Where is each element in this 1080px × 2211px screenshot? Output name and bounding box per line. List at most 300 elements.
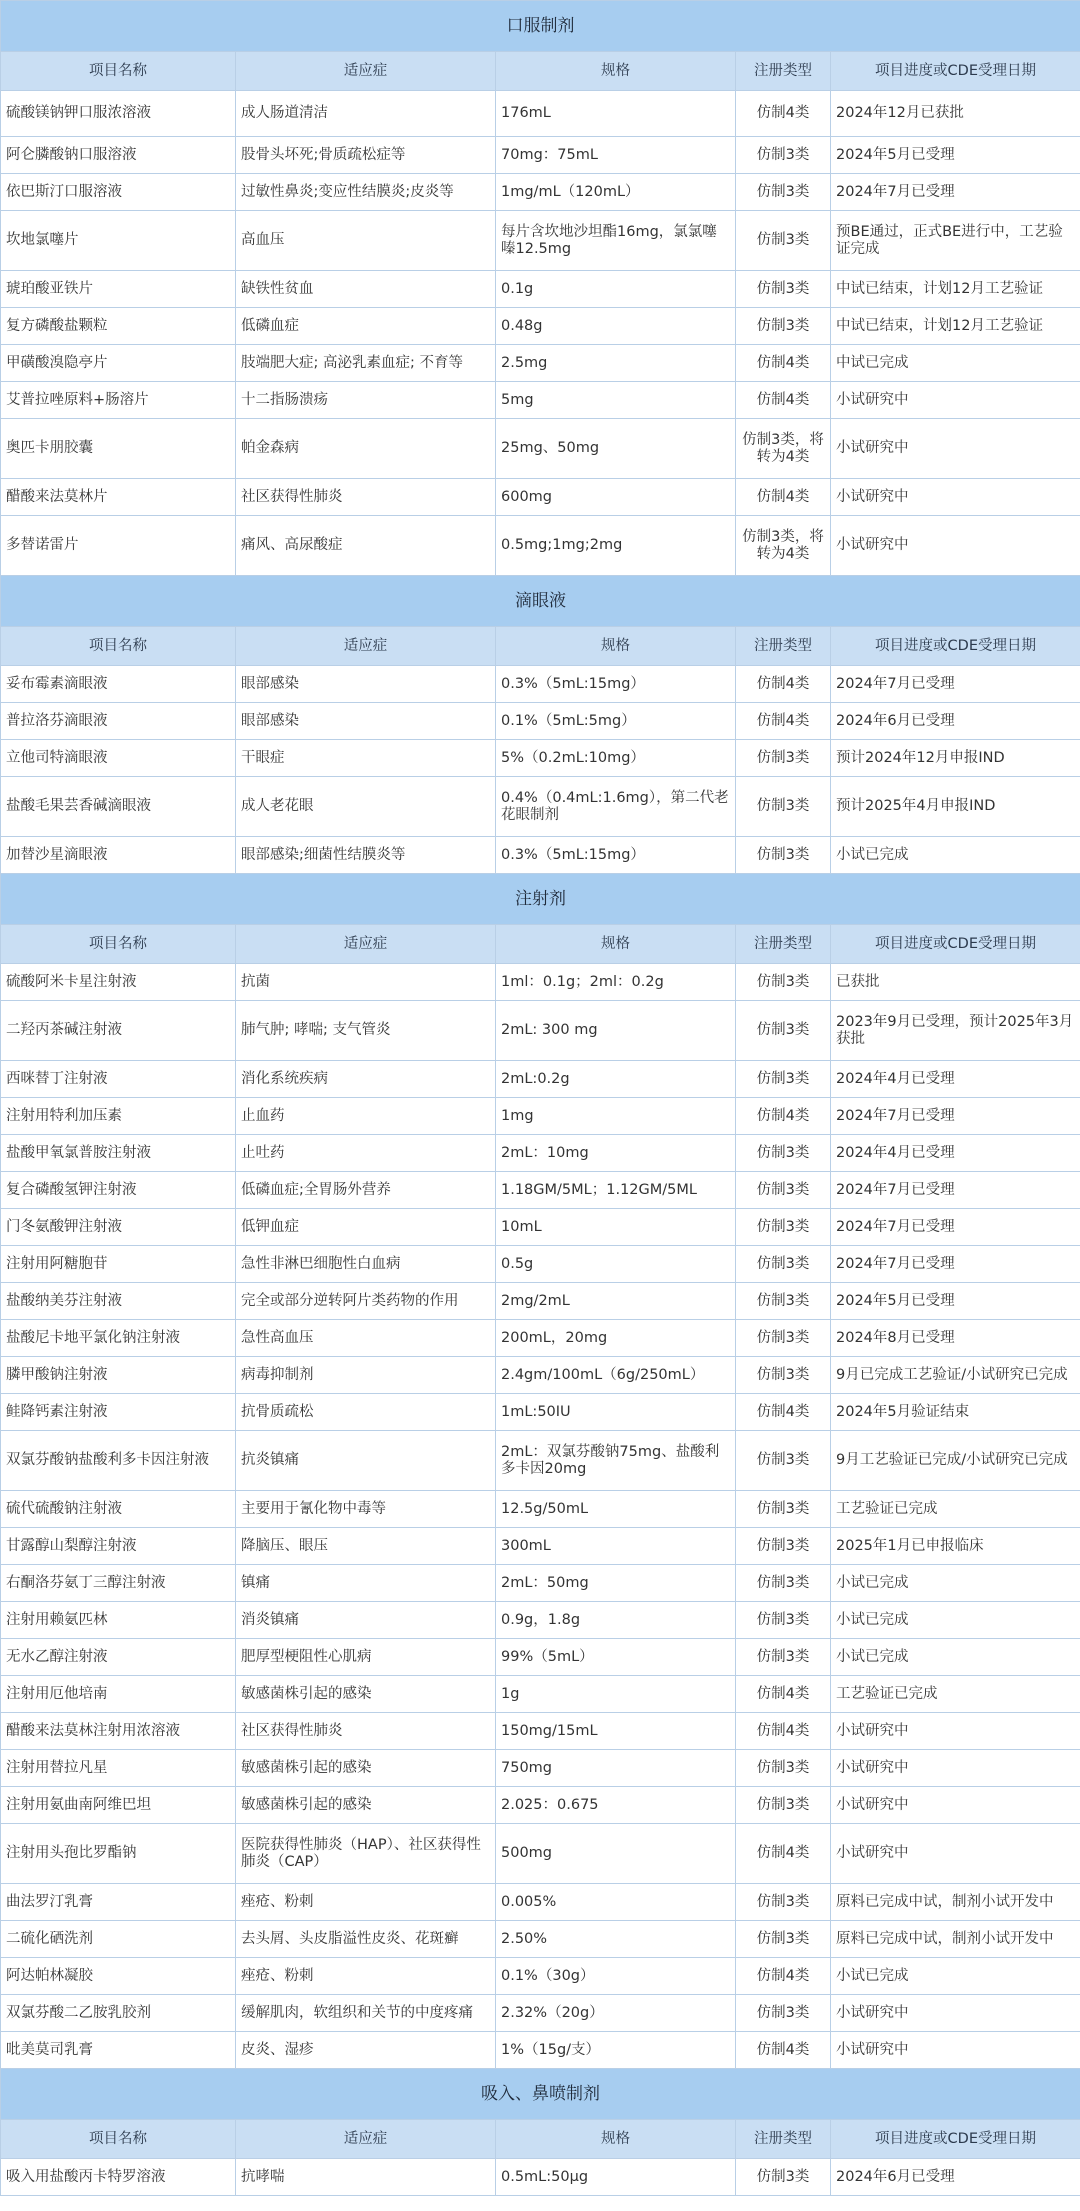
cell-specification: 0.5mg;1mg;2mg: [496, 516, 736, 576]
cell-registration-type: 仿制3类: [736, 2159, 831, 2196]
cell-indication: 医院获得性肺炎（HAP）、社区获得性肺炎（CAP）: [236, 1824, 496, 1884]
cell-project-name: 妥布霉素滴眼液: [1, 666, 236, 703]
table-row: [1, 2032, 1080, 2069]
cell-project-name: 奥匹卡朋胶囊: [1, 419, 236, 479]
table-row: [1, 1787, 1080, 1824]
cell-registration-type: 仿制3类: [736, 1357, 831, 1394]
cell-project-name: 西咪替丁注射液: [1, 1061, 236, 1098]
column-header-project-name: 项目名称: [1, 925, 236, 964]
cell-registration-type: 仿制4类: [736, 2032, 831, 2069]
cell-indication: 完全或部分逆转阿片类药物的作用: [236, 1283, 496, 1320]
cell-registration-type: 仿制3类: [736, 1431, 831, 1491]
cell-registration-type: 仿制3类: [736, 1172, 831, 1209]
cell-project-name: 复合磷酸氢钾注射液: [1, 1172, 236, 1209]
cell-project-name: 二羟丙茶碱注射液: [1, 1001, 236, 1061]
cell-indication: 抗哮喘: [236, 2159, 496, 2196]
cell-specification: 1mg/mL（120mL）: [496, 174, 736, 211]
cell-specification: 25mg、50mg: [496, 419, 736, 479]
cell-registration-type: 仿制4类: [736, 1394, 831, 1431]
cell-registration-type: 仿制3类: [736, 1750, 831, 1787]
table-row: [1, 1639, 1080, 1676]
cell-progress: 2024年5月验证结束: [831, 1394, 1080, 1431]
cell-project-name: 依巴斯汀口服溶液: [1, 174, 236, 211]
cell-registration-type: 仿制4类: [736, 91, 831, 137]
cell-specification: 0.3%（5mL:15mg）: [496, 837, 736, 874]
table-row: [1, 91, 1080, 137]
cell-registration-type: 仿制3类: [736, 1283, 831, 1320]
table-row: [1, 382, 1080, 419]
section-title: 滴眼液: [1, 576, 1080, 627]
table-row: [1, 1528, 1080, 1565]
table-row: [1, 345, 1080, 382]
table-row: [1, 1995, 1080, 2032]
cell-specification: 750mg: [496, 1750, 736, 1787]
table-row: [1, 1320, 1080, 1357]
cell-specification: 1mg: [496, 1098, 736, 1135]
cell-specification: 2mg/2mL: [496, 1283, 736, 1320]
cell-registration-type: 仿制3类: [736, 1001, 831, 1061]
cell-progress: 9月已完成工艺验证/小试研究已完成: [831, 1357, 1080, 1394]
cell-indication: 敏感菌株引起的感染: [236, 1750, 496, 1787]
cell-project-name: 注射用氨曲南阿维巴坦: [1, 1787, 236, 1824]
cell-registration-type: 仿制3类: [736, 777, 831, 837]
cell-indication: 成人老花眼: [236, 777, 496, 837]
table-row: [1, 1565, 1080, 1602]
table-row: [1, 516, 1080, 576]
cell-indication: 敏感菌株引起的感染: [236, 1787, 496, 1824]
column-header-progress: 项目进度或CDE受理日期: [831, 925, 1080, 964]
cell-progress: 原料已完成中试，制剂小试开发中: [831, 1884, 1080, 1921]
cell-specification: 5mg: [496, 382, 736, 419]
cell-project-name: 门冬氨酸钾注射液: [1, 1209, 236, 1246]
cell-progress: 2024年7月已受理: [831, 1098, 1080, 1135]
table-row: [1, 1135, 1080, 1172]
cell-specification: 2mL:0.2g: [496, 1061, 736, 1098]
table-row: [1, 740, 1080, 777]
cell-progress: 2024年12月已获批: [831, 91, 1080, 137]
table-row: [1, 1283, 1080, 1320]
cell-registration-type: 仿制3类: [736, 837, 831, 874]
table-row: [1, 1357, 1080, 1394]
cell-progress: 预BE通过，正式BE进行中，工艺验证完成: [831, 211, 1080, 271]
cell-registration-type: 仿制3类: [736, 1491, 831, 1528]
cell-progress: 工艺验证已完成: [831, 1491, 1080, 1528]
cell-progress: 小试研究中: [831, 479, 1080, 516]
cell-progress: 2024年4月已受理: [831, 1135, 1080, 1172]
column-header-project-name: 项目名称: [1, 627, 236, 666]
cell-indication: 敏感菌株引起的感染: [236, 1676, 496, 1713]
column-header-specification: 规格: [496, 925, 736, 964]
cell-specification: 2.32%（20g）: [496, 1995, 736, 2032]
cell-project-name: 盐酸尼卡地平氯化钠注射液: [1, 1320, 236, 1357]
cell-indication: 缺铁性贫血: [236, 271, 496, 308]
table-row: [1, 1884, 1080, 1921]
cell-registration-type: 仿制3类: [736, 1639, 831, 1676]
cell-specification: 1.18GM/5ML；1.12GM/5ML: [496, 1172, 736, 1209]
table-row: [1, 271, 1080, 308]
cell-project-name: 立他司特滴眼液: [1, 740, 236, 777]
table-row: [1, 2159, 1080, 2196]
cell-registration-type: 仿制3类: [736, 1921, 831, 1958]
cell-specification: 2mL: 300 mg: [496, 1001, 736, 1061]
cell-registration-type: 仿制4类: [736, 1958, 831, 1995]
cell-registration-type: 仿制3类: [736, 1565, 831, 1602]
cell-registration-type: 仿制3类: [736, 1787, 831, 1824]
cell-indication: 眼部感染: [236, 666, 496, 703]
table-row: [1, 837, 1080, 874]
cell-progress: 9月工艺验证已完成/小试研究已完成: [831, 1431, 1080, 1491]
cell-indication: 痤疮、粉刺: [236, 1958, 496, 1995]
column-header-progress: 项目进度或CDE受理日期: [831, 52, 1080, 91]
cell-indication: 止血药: [236, 1098, 496, 1135]
column-header-indication: 适应症: [236, 627, 496, 666]
cell-registration-type: 仿制3类: [736, 1995, 831, 2032]
cell-indication: 低钾血症: [236, 1209, 496, 1246]
table-row: [1, 964, 1080, 1001]
column-header-progress: 项目进度或CDE受理日期: [831, 627, 1080, 666]
cell-indication: 低磷血症;全胃肠外营养: [236, 1172, 496, 1209]
table-row: [1, 137, 1080, 174]
cell-project-name: 复方磷酸盐颗粒: [1, 308, 236, 345]
cell-indication: 成人肠道清洁: [236, 91, 496, 137]
column-header-indication: 适应症: [236, 925, 496, 964]
cell-specification: 每片含坎地沙坦酯16mg，氯氯噻嗪12.5mg: [496, 211, 736, 271]
cell-project-name: 醋酸来法莫林片: [1, 479, 236, 516]
cell-specification: 2mL：10mg: [496, 1135, 736, 1172]
cell-progress: 预计2025年4月申报IND: [831, 777, 1080, 837]
cell-registration-type: 仿制3类: [736, 271, 831, 308]
cell-project-name: 阿达帕林凝胶: [1, 1958, 236, 1995]
cell-registration-type: 仿制3类: [736, 1135, 831, 1172]
cell-registration-type: 仿制4类: [736, 1098, 831, 1135]
column-header-specification: 规格: [496, 2120, 736, 2159]
cell-specification: 0.9g，1.8g: [496, 1602, 736, 1639]
cell-specification: 2.025：0.675: [496, 1787, 736, 1824]
cell-project-name: 注射用阿糖胞苷: [1, 1246, 236, 1283]
table-row: [1, 479, 1080, 516]
cell-indication: 消炎镇痛: [236, 1602, 496, 1639]
cell-specification: 0.4%（0.4mL:1.6mg），第二代老花眼制剂: [496, 777, 736, 837]
table-row: [1, 1676, 1080, 1713]
cell-progress: 中试已完成: [831, 345, 1080, 382]
cell-progress: 小试研究中: [831, 382, 1080, 419]
cell-indication: 高血压: [236, 211, 496, 271]
cell-registration-type: 仿制3类: [736, 964, 831, 1001]
column-header-progress: 项目进度或CDE受理日期: [831, 2120, 1080, 2159]
table-row: [1, 1958, 1080, 1995]
cell-project-name: 吸入用盐酸丙卡特罗溶液: [1, 2159, 236, 2196]
table-row: [1, 1602, 1080, 1639]
cell-project-name: 盐酸甲氧氯普胺注射液: [1, 1135, 236, 1172]
cell-specification: 150mg/15mL: [496, 1713, 736, 1750]
cell-indication: 股骨头坏死;骨质疏松症等: [236, 137, 496, 174]
table-row: [1, 1209, 1080, 1246]
cell-project-name: 无水乙醇注射液: [1, 1639, 236, 1676]
section-title-row: [1, 2069, 1080, 2120]
cell-project-name: 甘露醇山梨醇注射液: [1, 1528, 236, 1565]
cell-indication: 缓解肌肉，软组织和关节的中度疼痛: [236, 1995, 496, 2032]
cell-specification: 70mg：75mL: [496, 137, 736, 174]
table-row: [1, 419, 1080, 479]
cell-project-name: 坎地氯噻片: [1, 211, 236, 271]
cell-registration-type: 仿制4类: [736, 1676, 831, 1713]
section-title: 口服制剂: [1, 1, 1080, 52]
cell-project-name: 膦甲酸钠注射液: [1, 1357, 236, 1394]
cell-registration-type: 仿制3类: [736, 740, 831, 777]
cell-progress: 小试已完成: [831, 1958, 1080, 1995]
cell-indication: 病毒抑制剂: [236, 1357, 496, 1394]
cell-registration-type: 仿制3类: [736, 137, 831, 174]
cell-progress: 2024年6月已受理: [831, 2159, 1080, 2196]
cell-indication: 去头屑、头皮脂溢性皮炎、花斑癣: [236, 1921, 496, 1958]
section-title-row: [1, 1, 1080, 52]
cell-specification: 2.5mg: [496, 345, 736, 382]
column-header-project-name: 项目名称: [1, 52, 236, 91]
cell-project-name: 醋酸来法莫林注射用浓溶液: [1, 1713, 236, 1750]
cell-specification: 0.3%（5mL:15mg）: [496, 666, 736, 703]
table-row: [1, 703, 1080, 740]
cell-indication: 痤疮、粉刺: [236, 1884, 496, 1921]
cell-specification: 99%（5mL）: [496, 1639, 736, 1676]
cell-project-name: 硫酸镁钠钾口服浓溶液: [1, 91, 236, 137]
cell-registration-type: 仿制3类: [736, 1320, 831, 1357]
cell-indication: 降脑压、眼压: [236, 1528, 496, 1565]
table-row: [1, 1061, 1080, 1098]
table-row: [1, 174, 1080, 211]
cell-specification: 2mL：双氯芬酸钠75mg、盐酸利多卡因20mg: [496, 1431, 736, 1491]
cell-indication: 镇痛: [236, 1565, 496, 1602]
cell-progress: 小试已完成: [831, 1602, 1080, 1639]
table-row: [1, 1431, 1080, 1491]
cell-specification: 2mL：50mg: [496, 1565, 736, 1602]
column-header-row: [1, 52, 1080, 91]
cell-registration-type: 仿制3类，将转为4类: [736, 419, 831, 479]
cell-indication: 皮炎、湿疹: [236, 2032, 496, 2069]
column-header-indication: 适应症: [236, 2120, 496, 2159]
cell-registration-type: 仿制4类: [736, 479, 831, 516]
table-row: [1, 1750, 1080, 1787]
cell-progress: 2024年8月已受理: [831, 1320, 1080, 1357]
table-row: [1, 1394, 1080, 1431]
cell-registration-type: 仿制3类: [736, 1246, 831, 1283]
cell-progress: 工艺验证已完成: [831, 1676, 1080, 1713]
cell-project-name: 艾普拉唑原料+肠溶片: [1, 382, 236, 419]
column-header-registration-type: 注册类型: [736, 52, 831, 91]
cell-project-name: 注射用厄他培南: [1, 1676, 236, 1713]
cell-progress: 2024年7月已受理: [831, 1209, 1080, 1246]
cell-project-name: 盐酸毛果芸香碱滴眼液: [1, 777, 236, 837]
cell-specification: 1mL:50IU: [496, 1394, 736, 1431]
cell-indication: 抗炎镇痛: [236, 1431, 496, 1491]
cell-registration-type: 仿制4类: [736, 382, 831, 419]
cell-project-name: 甲磺酸溴隐亭片: [1, 345, 236, 382]
cell-registration-type: 仿制3类: [736, 1061, 831, 1098]
cell-project-name: 曲法罗汀乳膏: [1, 1884, 236, 1921]
cell-registration-type: 仿制3类: [736, 1528, 831, 1565]
cell-project-name: 双氯芬酸钠盐酸利多卡因注射液: [1, 1431, 236, 1491]
cell-specification: 12.5g/50mL: [496, 1491, 736, 1528]
cell-specification: 600mg: [496, 479, 736, 516]
table-row: [1, 1001, 1080, 1061]
cell-indication: 十二指肠溃疡: [236, 382, 496, 419]
cell-project-name: 注射用特利加压素: [1, 1098, 236, 1135]
cell-specification: 200mL，20mg: [496, 1320, 736, 1357]
table-row: [1, 1246, 1080, 1283]
cell-progress: 小试已完成: [831, 837, 1080, 874]
cell-progress: 小试研究中: [831, 1824, 1080, 1884]
cell-registration-type: 仿制3类: [736, 1602, 831, 1639]
cell-progress: 小试研究中: [831, 1995, 1080, 2032]
cell-registration-type: 仿制4类: [736, 1713, 831, 1750]
cell-specification: 0.1g: [496, 271, 736, 308]
cell-project-name: 双氯芬酸二乙胺乳胶剂: [1, 1995, 236, 2032]
cell-project-name: 普拉洛芬滴眼液: [1, 703, 236, 740]
column-header-registration-type: 注册类型: [736, 925, 831, 964]
cell-indication: 抗菌: [236, 964, 496, 1001]
cell-indication: 社区获得性肺炎: [236, 1713, 496, 1750]
cell-specification: 1ml：0.1g；2ml：0.2g: [496, 964, 736, 1001]
cell-registration-type: 仿制4类: [736, 1824, 831, 1884]
cell-specification: 176mL: [496, 91, 736, 137]
cell-indication: 消化系统疾病: [236, 1061, 496, 1098]
cell-specification: 0.1%（5mL:5mg）: [496, 703, 736, 740]
cell-indication: 止吐药: [236, 1135, 496, 1172]
cell-progress: 2024年4月已受理: [831, 1061, 1080, 1098]
cell-specification: 0.5g: [496, 1246, 736, 1283]
cell-indication: 帕金森病: [236, 419, 496, 479]
column-header-indication: 适应症: [236, 52, 496, 91]
table-row: [1, 1824, 1080, 1884]
cell-indication: 低磷血症: [236, 308, 496, 345]
cell-specification: 2.50%: [496, 1921, 736, 1958]
table-row: [1, 666, 1080, 703]
cell-project-name: 注射用赖氨匹林: [1, 1602, 236, 1639]
cell-indication: 肢端肥大症; 高泌乳素血症; 不育等: [236, 345, 496, 382]
cell-progress: 小试研究中: [831, 1713, 1080, 1750]
cell-progress: 小试研究中: [831, 419, 1080, 479]
column-header-row: [1, 925, 1080, 964]
cell-project-name: 多替诺雷片: [1, 516, 236, 576]
cell-progress: 2024年7月已受理: [831, 1246, 1080, 1283]
cell-progress: 原料已完成中试，制剂小试开发中: [831, 1921, 1080, 1958]
column-header-specification: 规格: [496, 627, 736, 666]
cell-registration-type: 仿制3类: [736, 308, 831, 345]
cell-progress: 2025年1月已申报临床: [831, 1528, 1080, 1565]
cell-project-name: 右酮洛芬氨丁三醇注射液: [1, 1565, 236, 1602]
cell-project-name: 加替沙星滴眼液: [1, 837, 236, 874]
cell-specification: 1g: [496, 1676, 736, 1713]
cell-progress: 2024年7月已受理: [831, 1172, 1080, 1209]
cell-project-name: 琥珀酸亚铁片: [1, 271, 236, 308]
cell-progress: 小试研究中: [831, 2032, 1080, 2069]
cell-indication: 肥厚型梗阻性心肌病: [236, 1639, 496, 1676]
cell-project-name: 阿仑膦酸钠口服溶液: [1, 137, 236, 174]
cell-progress: 小试研究中: [831, 1787, 1080, 1824]
cell-indication: 痛风、高尿酸症: [236, 516, 496, 576]
cell-indication: 急性非淋巴细胞性白血病: [236, 1246, 496, 1283]
cell-specification: 0.1%（30g）: [496, 1958, 736, 1995]
section-title-row: [1, 576, 1080, 627]
cell-registration-type: 仿制3类: [736, 1209, 831, 1246]
column-header-registration-type: 注册类型: [736, 627, 831, 666]
cell-project-name: 注射用替拉凡星: [1, 1750, 236, 1787]
cell-progress: 中试已结束，计划12月工艺验证: [831, 308, 1080, 345]
cell-indication: 干眼症: [236, 740, 496, 777]
cell-indication: 眼部感染;细菌性结膜炎等: [236, 837, 496, 874]
cell-specification: 2.4gm/100mL（6g/250mL）: [496, 1357, 736, 1394]
cell-indication: 过敏性鼻炎;变应性结膜炎;皮炎等: [236, 174, 496, 211]
cell-registration-type: 仿制4类: [736, 666, 831, 703]
column-header-project-name: 项目名称: [1, 2120, 236, 2159]
table-row: [1, 308, 1080, 345]
cell-progress: 小试研究中: [831, 1750, 1080, 1787]
cell-indication: 肺气肿; 哮喘; 支气管炎: [236, 1001, 496, 1061]
cell-registration-type: 仿制4类: [736, 703, 831, 740]
cell-project-name: 吡美莫司乳膏: [1, 2032, 236, 2069]
cell-registration-type: 仿制3类: [736, 211, 831, 271]
cell-indication: 主要用于氰化物中毒等: [236, 1491, 496, 1528]
cell-progress: 2024年5月已受理: [831, 137, 1080, 174]
cell-project-name: 注射用头孢比罗酯钠: [1, 1824, 236, 1884]
table-row: [1, 777, 1080, 837]
column-header-row: [1, 2120, 1080, 2159]
cell-registration-type: 仿制3类: [736, 174, 831, 211]
cell-registration-type: 仿制4类: [736, 345, 831, 382]
cell-progress: 2024年6月已受理: [831, 703, 1080, 740]
table-row: [1, 211, 1080, 271]
cell-progress: 小试研究中: [831, 516, 1080, 576]
cell-specification: 500mg: [496, 1824, 736, 1884]
cell-progress: 中试已结束，计划12月工艺验证: [831, 271, 1080, 308]
table-row: [1, 1921, 1080, 1958]
cell-specification: 0.48g: [496, 308, 736, 345]
cell-specification: 5%（0.2mL:10mg）: [496, 740, 736, 777]
cell-progress: 小试已完成: [831, 1639, 1080, 1676]
cell-specification: 0.005%: [496, 1884, 736, 1921]
table-row: [1, 1713, 1080, 1750]
cell-progress: 2024年7月已受理: [831, 174, 1080, 211]
cell-project-name: 硫代硫酸钠注射液: [1, 1491, 236, 1528]
cell-indication: 眼部感染: [236, 703, 496, 740]
cell-progress: 2024年5月已受理: [831, 1283, 1080, 1320]
table-row: [1, 1172, 1080, 1209]
cell-specification: 0.5mL:50μg: [496, 2159, 736, 2196]
column-header-specification: 规格: [496, 52, 736, 91]
cell-progress: 小试已完成: [831, 1565, 1080, 1602]
table-row: [1, 1098, 1080, 1135]
cell-project-name: 鲑降钙素注射液: [1, 1394, 236, 1431]
cell-registration-type: 仿制3类，将转为4类: [736, 516, 831, 576]
table-body: [1, 1, 1080, 2196]
cell-project-name: 盐酸纳美芬注射液: [1, 1283, 236, 1320]
cell-specification: 300mL: [496, 1528, 736, 1565]
cell-progress: 预计2024年12月申报IND: [831, 740, 1080, 777]
cell-indication: 抗骨质疏松: [236, 1394, 496, 1431]
section-title-row: [1, 874, 1080, 925]
cell-project-name: 二硫化硒洗剂: [1, 1921, 236, 1958]
cell-project-name: 硫酸阿米卡星注射液: [1, 964, 236, 1001]
cell-progress: 2023年9月已受理，预计2025年3月获批: [831, 1001, 1080, 1061]
cell-progress: 已获批: [831, 964, 1080, 1001]
table-row: [1, 1491, 1080, 1528]
column-header-row: [1, 627, 1080, 666]
column-header-registration-type: 注册类型: [736, 2120, 831, 2159]
cell-specification: 1%（15g/支）: [496, 2032, 736, 2069]
cell-registration-type: 仿制3类: [736, 1884, 831, 1921]
cell-indication: 急性高血压: [236, 1320, 496, 1357]
cell-indication: 社区获得性肺炎: [236, 479, 496, 516]
cell-progress: 2024年7月已受理: [831, 666, 1080, 703]
